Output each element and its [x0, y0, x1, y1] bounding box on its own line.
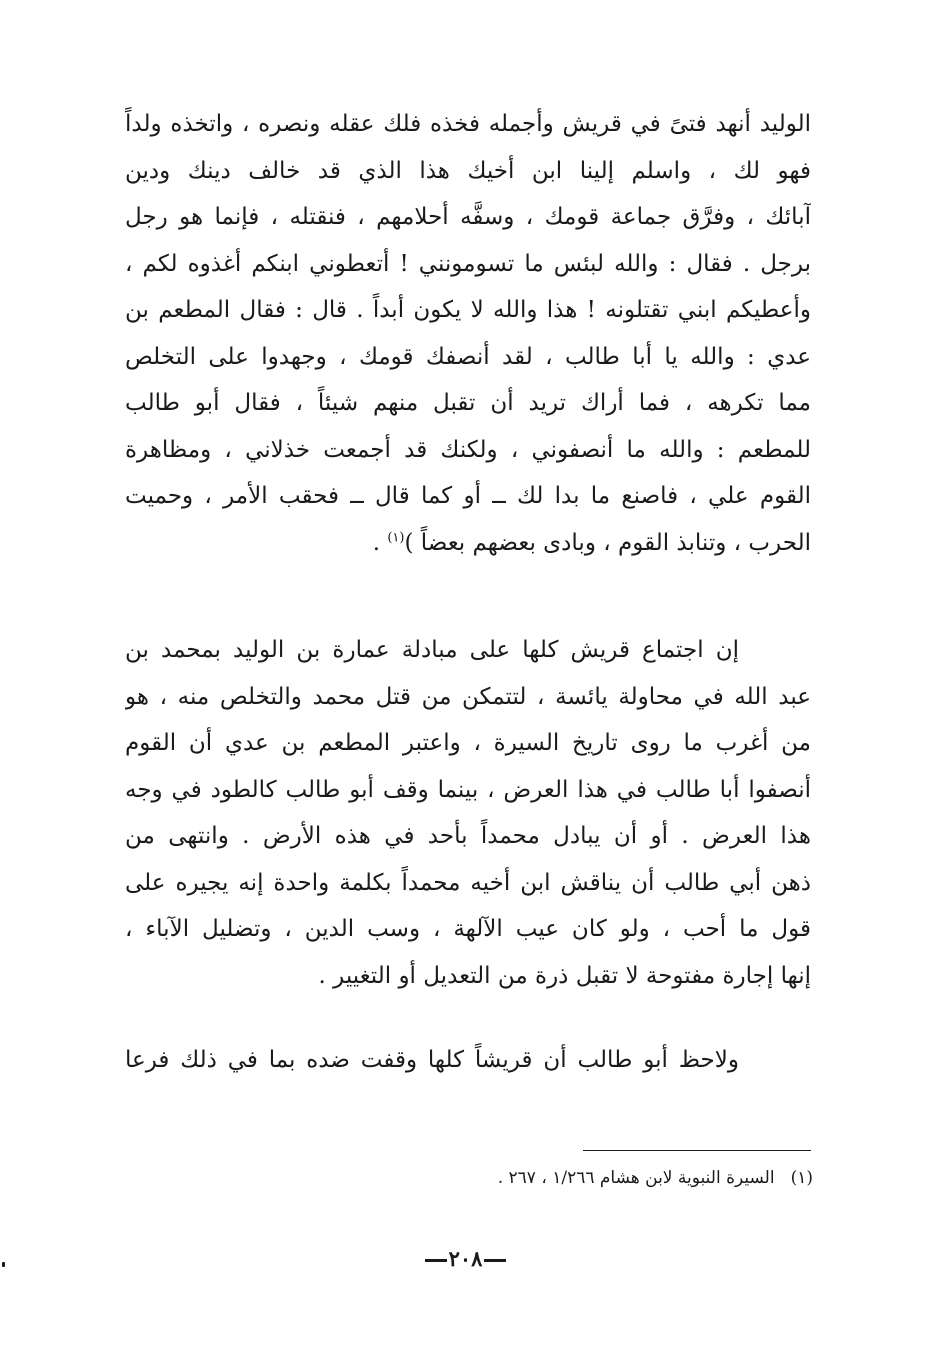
text-line-indented: إن اجتماع قريش كلها على مبادلة عمارة بن الوليد بمحمد بن [125, 637, 739, 663]
footnote [498, 1165, 813, 1191]
text-line: عبد الله في محاولة يائسة ، لتتمكن من قتل محمد والتخلص منه ، هو [125, 683, 811, 710]
text-line: فهو لك ، واسلم إلينا ابن أخيك هذا الذي قد خالف دينك ودين [125, 157, 811, 184]
page-number-dash [425, 1259, 447, 1262]
paragraph-3 [125, 1037, 811, 1084]
text-line-last-end: . [372, 529, 388, 556]
page-number-dash [484, 1259, 506, 1262]
text-line-last [125, 520, 811, 567]
text-line: قول ما أحب ، ولو كان عيب الآلهة ، وسب الدين ، وتضليل الآباء ، [125, 916, 811, 942]
text-line: للمطعم : والله ما أنصفوني ، ولكنك قد أجمعت خذلاني ، ومظاهرة [125, 436, 811, 463]
scan-artifact [2, 1262, 5, 1267]
page-number-value: ٢٠٨ [448, 1246, 483, 1271]
text-line: أنصفوا أبا طالب في هذا العرض ، بينما وقف أبو طالب كالطود في وجه [125, 776, 811, 803]
text-line: برجل . فقال : والله لبئس ما تسومونني ! أتعطوني ابنكم أغذوه لكم ، [125, 250, 811, 277]
paragraph-1 [125, 101, 811, 566]
footnote-separator [583, 1150, 811, 1151]
text-line: آبائك ، وفرَّق جماعة قومك ، وسفَّه أحلامهم ، فنقتله ، فإنما هو رجل [125, 204, 811, 230]
footnote-text: السيرة النبوية لابن هشام ١/٢٦٦ ، ٢٦٧ . [497, 1168, 775, 1188]
text-line: من أغرب ما روى تاريخ السيرة ، واعتبر المطعم بن عدي أن القوم [125, 730, 811, 756]
text-line: عدي : والله يا أبا طالب ، لقد أنصفك قومك ، وجهدوا على التخلص [125, 343, 811, 370]
text-line-last-main: الحرب ، وتنابذ القوم ، وبادى بعضهم بعضاً ) [404, 529, 811, 556]
text-line: هذا العرض . أو أن يبادل محمداً بأحد في هذه الأرض . وانتهى من [125, 823, 811, 849]
page-number [0, 1244, 931, 1274]
text-line-indented: ولاحظ أبو طالب أن قريشاً كلها وقفت ضده بما في ذلك فرعا [125, 1047, 739, 1073]
text-line: الوليد أنهد فتىً في قريش وأجمله فخذه فلك عقله ونصره ، واتخذه ولداً [125, 111, 811, 137]
text-line: وأعطيكم ابني تقتلونه ! هذا والله لا يكون أبداً . قال : فقال المطعم بن [125, 297, 811, 323]
footnote-marker: (١) [790, 1168, 813, 1188]
text-line: مما تكرهه ، فما أراك تريد أن تقبل منهم شيئاً ، فقال أبو طالب [125, 390, 811, 416]
text-line: القوم علي ، فاصنع ما بدا لك ــ أو كما قال ــ فحقب الأمر ، وحميت [125, 483, 811, 509]
paragraph-2 [125, 627, 811, 999]
footnote-reference[interactable]: (١) [387, 529, 405, 545]
text-line-last: إنها إجارة مفتوحة لا تقبل ذرة من التعديل أو التغيير . [318, 962, 811, 989]
text-line: ذهن أبي طالب أن يناقش ابن أخيه محمداً بكلمة واحدة إنه يجيره على [125, 869, 811, 896]
